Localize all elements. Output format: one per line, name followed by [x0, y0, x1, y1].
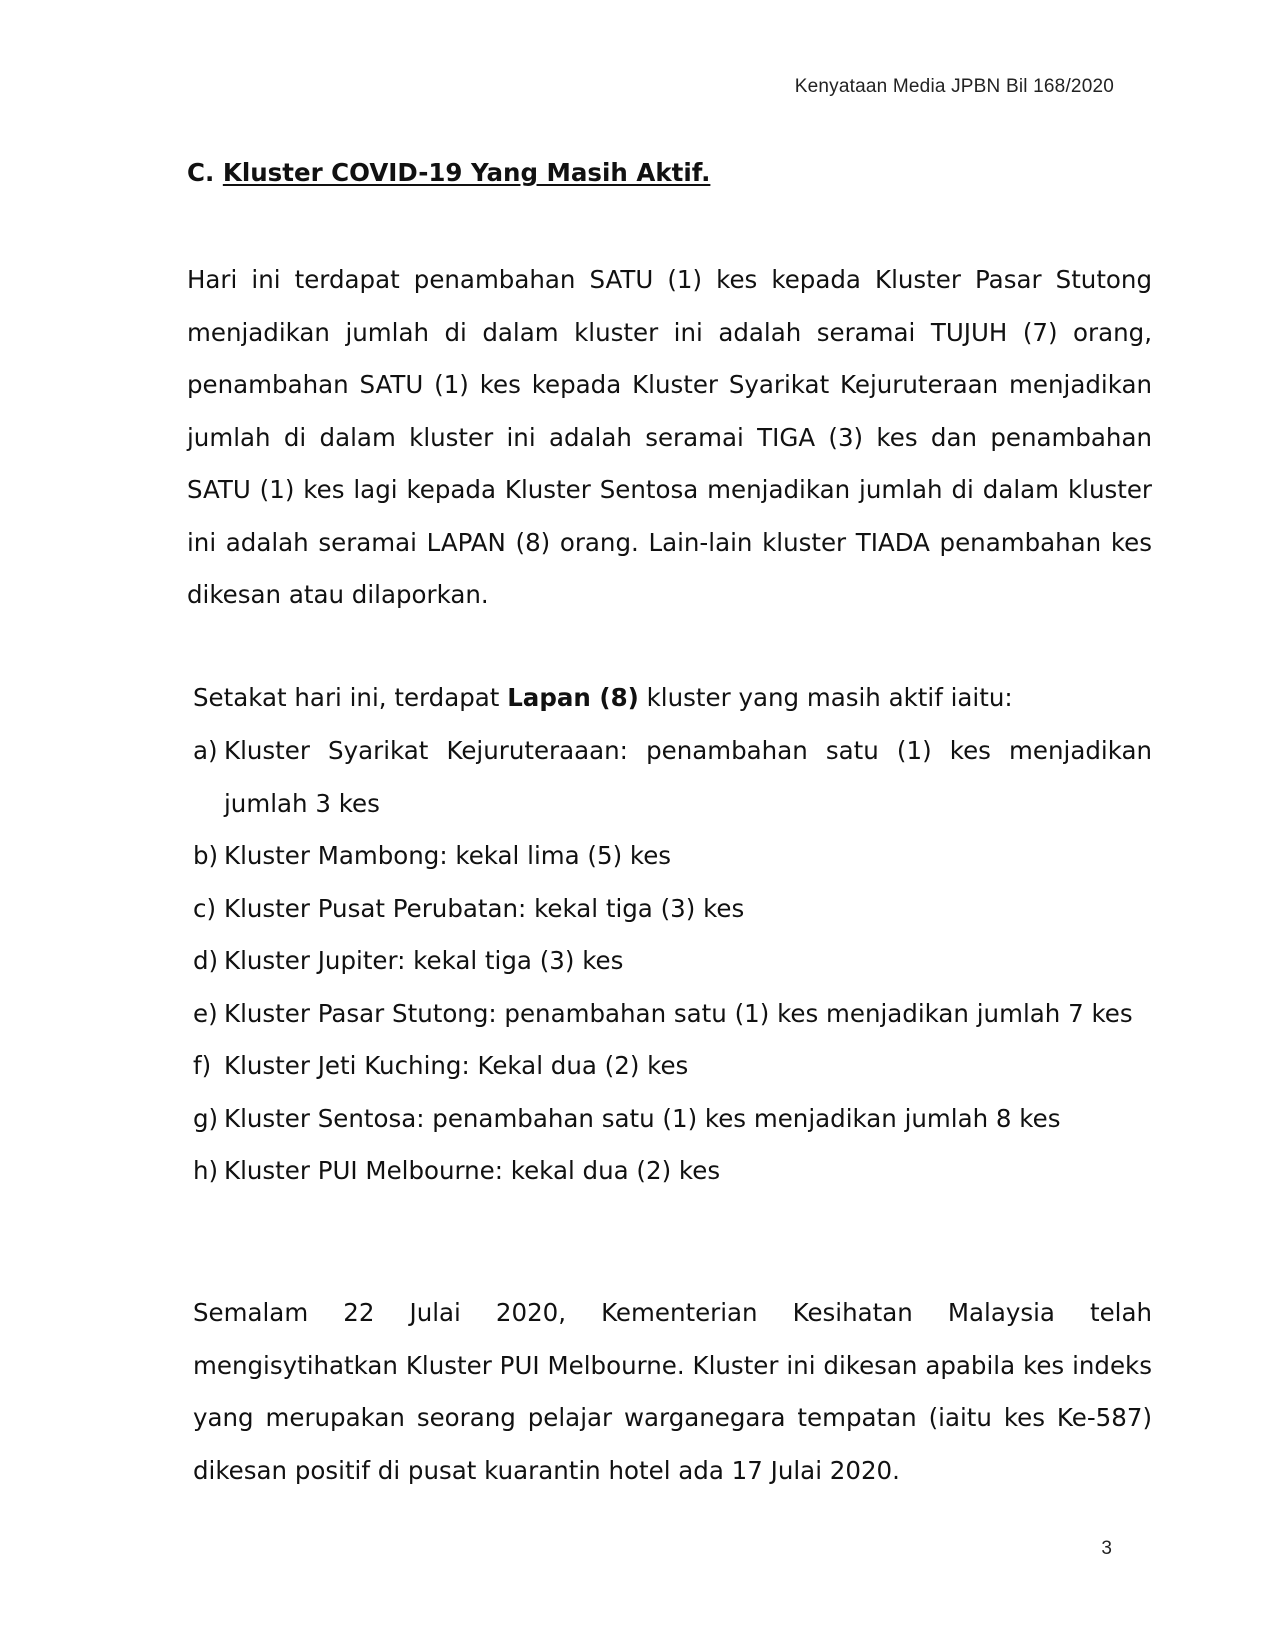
section-heading [187, 158, 710, 187]
list-item-text: Kluster Jeti Kuching: Kekal dua (2) kes [224, 1051, 689, 1080]
list-item [193, 1145, 1152, 1198]
intro-after: kluster yang masih aktif iaitu: [638, 683, 1013, 712]
list-item-text: Kluster Pasar Stutong: penambahan satu (1) kes menjadikan jumlah 7 kes [224, 998, 1133, 1028]
section-title: Kluster COVID-19 Yang Masih Aktif. [222, 158, 711, 187]
list-marker: c) [193, 893, 217, 923]
paragraph-pui-melbourne: Semalam 22 Julai 2020, Kementerian Kesihatan Malaysia telah mengisytihatkan Kluster PUI Melbourne. Kluster ini dikesan apabila kes indeks yang merupakan seorang pelajar warganegara tempatan (iaitu kes Ke-587) dikesan positif di pusat kuarantin hotel ada 17 Julai 2020. [193, 1298, 1152, 1485]
list-marker: d) [193, 946, 219, 975]
list-marker: g) [193, 1103, 219, 1133]
list-marker: e) [193, 998, 218, 1028]
list-item [193, 988, 1152, 1041]
section-prefix: C. [187, 158, 223, 187]
list-item-text: Kluster Pusat Perubatan: kekal tiga (3) kes [224, 893, 745, 923]
list-item [193, 935, 1152, 988]
list-item-text: Kluster Syarikat Kejuruteraaan: penambahan satu (1) kes menjadikan jumlah 3 kes [224, 736, 1152, 818]
active-cluster-list [193, 725, 1152, 1198]
list-item [193, 1093, 1152, 1146]
paragraph-new-cases: Hari ini terdapat penambahan SATU (1) kes kepada Kluster Pasar Stutong menjadikan jumlah di dalam kluster ini adalah seramai TUJUH (7) orang, penambahan SATU (1) kes kepada Kluster Syarikat Kejuruteraan menjadikan jumlah di dalam kluster ini adalah seramai TIGA (3) kes dan penambahan SATU (1) kes lagi kepada Kluster Sentosa menjadikan jumlah di dalam kluster ini adalah seramai LAPAN (8) orang. Lain-lain kluster TIADA penambahan kes dikesan atau dilaporkan. [187, 265, 1152, 609]
document-reference-header: Kenyataan Media JPBN Bil 168/2020 [794, 76, 1114, 97]
intro-count: Lapan (8) [507, 683, 639, 712]
intro-before: Setakat hari ini, terdapat [193, 683, 508, 712]
list-item [193, 725, 1152, 830]
list-item [193, 1040, 1152, 1093]
page-number: 3 [1101, 1538, 1112, 1559]
list-item-text: Kluster Mambong: kekal lima (5) kes [224, 841, 672, 870]
list-marker: h) [193, 1156, 219, 1185]
active-clusters-intro [193, 672, 1152, 725]
list-item [193, 883, 1152, 936]
list-marker: b) [193, 841, 219, 870]
list-item [193, 830, 1152, 883]
list-item-text: Kluster Jupiter: kekal tiga (3) kes [224, 946, 624, 975]
list-item-text: Kluster PUI Melbourne: kekal dua (2) kes [224, 1156, 721, 1185]
list-marker: f) [193, 1051, 212, 1080]
list-marker: a) [193, 736, 218, 765]
list-item-text: Kluster Sentosa: penambahan satu (1) kes menjadikan jumlah 8 kes [224, 1103, 1061, 1133]
